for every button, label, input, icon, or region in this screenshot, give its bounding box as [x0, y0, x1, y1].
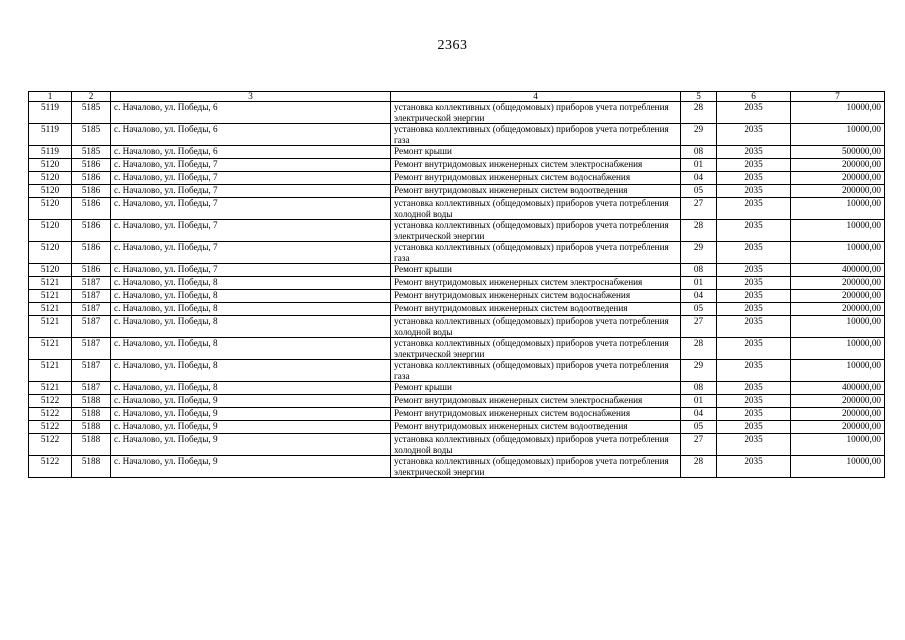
table-row	[29, 124, 885, 146]
year-cell: 2035	[717, 360, 791, 382]
work-code-cell: 28	[681, 220, 717, 242]
column-header: 5	[681, 92, 717, 102]
table-row	[29, 277, 885, 290]
work-code-cell: 05	[681, 303, 717, 316]
address-cell: с. Началово, ул. Победы, 8	[111, 316, 391, 338]
house-number-cell: 5186	[72, 198, 111, 220]
column-header: 2	[72, 92, 111, 102]
year-cell: 2035	[717, 408, 791, 421]
cost-cell: 200000,00	[791, 421, 885, 434]
address-cell: с. Началово, ул. Победы, 7	[111, 159, 391, 172]
year-cell: 2035	[717, 124, 791, 146]
house-number-cell: 5187	[72, 338, 111, 360]
work-type-cell: Ремонт внутридомовых инженерных систем электроснабжения	[391, 395, 681, 408]
address-cell: с. Началово, ул. Победы, 7	[111, 242, 391, 264]
house-number-cell: 5188	[72, 456, 111, 478]
table-row	[29, 172, 885, 185]
column-header: 4	[391, 92, 681, 102]
table-row	[29, 434, 885, 456]
address-cell: с. Началово, ул. Победы, 9	[111, 408, 391, 421]
work-type-cell: Ремонт крыши	[391, 146, 681, 159]
work-type-cell: Ремонт внутридомовых инженерных систем водоснабжения	[391, 172, 681, 185]
house-number-cell: 5188	[72, 421, 111, 434]
work-code-cell: 28	[681, 338, 717, 360]
work-type-cell: Ремонт внутридомовых инженерных систем водоотведения	[391, 303, 681, 316]
object-number-cell: 5120	[29, 185, 72, 198]
table-row	[29, 316, 885, 338]
work-code-cell: 29	[681, 124, 717, 146]
work-type-cell: установка коллективных (общедомовых) приборов учета потребления газа	[391, 360, 681, 382]
cost-cell: 10000,00	[791, 198, 885, 220]
work-code-cell: 08	[681, 146, 717, 159]
object-number-cell: 5120	[29, 198, 72, 220]
year-cell: 2035	[717, 434, 791, 456]
table-row	[29, 264, 885, 277]
object-number-cell: 5120	[29, 220, 72, 242]
work-type-cell: установка коллективных (общедомовых) приборов учета потребления электрической энергии	[391, 456, 681, 478]
object-number-cell: 5120	[29, 264, 72, 277]
house-number-cell: 5185	[72, 124, 111, 146]
year-cell: 2035	[717, 338, 791, 360]
object-number-cell: 5122	[29, 395, 72, 408]
work-type-cell: установка коллективных (общедомовых) приборов учета потребления холодной воды	[391, 434, 681, 456]
cost-cell: 400000,00	[791, 382, 885, 395]
work-code-cell: 27	[681, 316, 717, 338]
work-code-cell: 29	[681, 360, 717, 382]
object-number-cell: 5121	[29, 382, 72, 395]
year-cell: 2035	[717, 185, 791, 198]
object-number-cell: 5119	[29, 146, 72, 159]
year-cell: 2035	[717, 220, 791, 242]
work-code-cell: 08	[681, 382, 717, 395]
table-body	[29, 102, 885, 478]
cost-cell: 200000,00	[791, 277, 885, 290]
work-type-cell: установка коллективных (общедомовых) приборов учета потребления электрической энергии	[391, 220, 681, 242]
cost-cell: 10000,00	[791, 220, 885, 242]
work-code-cell: 04	[681, 408, 717, 421]
object-number-cell: 5121	[29, 290, 72, 303]
cost-cell: 200000,00	[791, 159, 885, 172]
object-number-cell: 5121	[29, 303, 72, 316]
table-row	[29, 159, 885, 172]
cost-cell: 10000,00	[791, 316, 885, 338]
work-code-cell: 27	[681, 198, 717, 220]
work-type-cell: Ремонт внутридомовых инженерных систем водоснабжения	[391, 408, 681, 421]
house-number-cell: 5186	[72, 242, 111, 264]
cost-cell: 10000,00	[791, 102, 885, 124]
address-cell: с. Началово, ул. Победы, 9	[111, 434, 391, 456]
work-type-cell: установка коллективных (общедомовых) приборов учета потребления газа	[391, 124, 681, 146]
work-code-cell: 01	[681, 159, 717, 172]
address-cell: с. Началово, ул. Победы, 8	[111, 338, 391, 360]
object-number-cell: 5119	[29, 102, 72, 124]
column-header: 3	[111, 92, 391, 102]
year-cell: 2035	[717, 303, 791, 316]
work-type-cell: Ремонт внутридомовых инженерных систем электроснабжения	[391, 159, 681, 172]
table-row	[29, 408, 885, 421]
column-header: 1	[29, 92, 72, 102]
table-row	[29, 421, 885, 434]
work-type-cell: установка коллективных (общедомовых) приборов учета потребления газа	[391, 242, 681, 264]
work-type-cell: Ремонт внутридомовых инженерных систем водоснабжения	[391, 290, 681, 303]
house-number-cell: 5186	[72, 185, 111, 198]
work-code-cell: 28	[681, 102, 717, 124]
cost-cell: 400000,00	[791, 264, 885, 277]
page-number: 2363	[437, 38, 468, 53]
object-number-cell: 5122	[29, 421, 72, 434]
work-code-cell: 29	[681, 242, 717, 264]
cost-cell: 10000,00	[791, 434, 885, 456]
house-number-cell: 5187	[72, 290, 111, 303]
year-cell: 2035	[717, 102, 791, 124]
cost-cell: 200000,00	[791, 290, 885, 303]
object-number-cell: 5120	[29, 159, 72, 172]
cost-cell: 200000,00	[791, 172, 885, 185]
house-number-cell: 5186	[72, 220, 111, 242]
table-row	[29, 198, 885, 220]
work-type-cell: Ремонт внутридомовых инженерных систем водоотведения	[391, 421, 681, 434]
cost-cell: 10000,00	[791, 360, 885, 382]
house-number-cell: 5186	[72, 159, 111, 172]
cost-cell: 10000,00	[791, 456, 885, 478]
house-number-cell: 5187	[72, 277, 111, 290]
house-number-cell: 5188	[72, 395, 111, 408]
work-code-cell: 27	[681, 434, 717, 456]
year-cell: 2035	[717, 198, 791, 220]
address-cell: с. Началово, ул. Победы, 7	[111, 220, 391, 242]
registry-table	[28, 91, 885, 478]
address-cell: с. Началово, ул. Победы, 8	[111, 360, 391, 382]
table-row	[29, 395, 885, 408]
year-cell: 2035	[717, 146, 791, 159]
address-cell: с. Началово, ул. Победы, 7	[111, 185, 391, 198]
year-cell: 2035	[717, 277, 791, 290]
column-number-row	[29, 92, 885, 102]
house-number-cell: 5187	[72, 316, 111, 338]
address-cell: с. Началово, ул. Победы, 8	[111, 303, 391, 316]
object-number-cell: 5122	[29, 456, 72, 478]
house-number-cell: 5185	[72, 102, 111, 124]
work-type-cell: установка коллективных (общедомовых) приборов учета потребления холодной воды	[391, 316, 681, 338]
work-code-cell: 01	[681, 395, 717, 408]
table-row	[29, 146, 885, 159]
work-type-cell: установка коллективных (общедомовых) приборов учета потребления электрической энергии	[391, 102, 681, 124]
column-header: 7	[791, 92, 885, 102]
work-code-cell: 05	[681, 185, 717, 198]
object-number-cell: 5121	[29, 360, 72, 382]
object-number-cell: 5121	[29, 277, 72, 290]
work-type-cell: установка коллективных (общедомовых) приборов учета потребления электрической энергии	[391, 338, 681, 360]
year-cell: 2035	[717, 242, 791, 264]
cost-cell: 200000,00	[791, 185, 885, 198]
object-number-cell: 5120	[29, 172, 72, 185]
address-cell: с. Началово, ул. Победы, 7	[111, 264, 391, 277]
year-cell: 2035	[717, 159, 791, 172]
house-number-cell: 5186	[72, 264, 111, 277]
year-cell: 2035	[717, 290, 791, 303]
table-row	[29, 290, 885, 303]
house-number-cell: 5187	[72, 360, 111, 382]
cost-cell: 10000,00	[791, 242, 885, 264]
address-cell: с. Началово, ул. Победы, 9	[111, 421, 391, 434]
year-cell: 2035	[717, 172, 791, 185]
work-type-cell: Ремонт внутридомовых инженерных систем электроснабжения	[391, 277, 681, 290]
table-row	[29, 456, 885, 478]
address-cell: с. Началово, ул. Победы, 9	[111, 395, 391, 408]
address-cell: с. Началово, ул. Победы, 6	[111, 102, 391, 124]
work-code-cell: 28	[681, 456, 717, 478]
table-row	[29, 185, 885, 198]
house-number-cell: 5188	[72, 408, 111, 421]
house-number-cell: 5187	[72, 303, 111, 316]
cost-cell: 200000,00	[791, 303, 885, 316]
cost-cell: 10000,00	[791, 124, 885, 146]
column-header: 6	[717, 92, 791, 102]
cost-cell: 500000,00	[791, 146, 885, 159]
address-cell: с. Началово, ул. Победы, 6	[111, 124, 391, 146]
object-number-cell: 5120	[29, 242, 72, 264]
house-number-cell: 5187	[72, 382, 111, 395]
year-cell: 2035	[717, 421, 791, 434]
address-cell: с. Началово, ул. Победы, 8	[111, 277, 391, 290]
table-row	[29, 102, 885, 124]
address-cell: с. Началово, ул. Победы, 7	[111, 172, 391, 185]
table-row	[29, 360, 885, 382]
work-code-cell: 01	[681, 277, 717, 290]
house-number-cell: 5186	[72, 172, 111, 185]
year-cell: 2035	[717, 456, 791, 478]
year-cell: 2035	[717, 316, 791, 338]
table-row	[29, 303, 885, 316]
table-row	[29, 338, 885, 360]
cost-cell: 200000,00	[791, 395, 885, 408]
object-number-cell: 5121	[29, 316, 72, 338]
year-cell: 2035	[717, 382, 791, 395]
house-number-cell: 5188	[72, 434, 111, 456]
address-cell: с. Началово, ул. Победы, 7	[111, 198, 391, 220]
work-code-cell: 08	[681, 264, 717, 277]
work-type-cell: установка коллективных (общедомовых) приборов учета потребления холодной воды	[391, 198, 681, 220]
object-number-cell: 5122	[29, 408, 72, 421]
work-type-cell: Ремонт крыши	[391, 382, 681, 395]
work-type-cell: Ремонт крыши	[391, 264, 681, 277]
object-number-cell: 5121	[29, 338, 72, 360]
object-number-cell: 5119	[29, 124, 72, 146]
work-type-cell: Ремонт внутридомовых инженерных систем водоотведения	[391, 185, 681, 198]
work-code-cell: 04	[681, 290, 717, 303]
address-cell: с. Началово, ул. Победы, 6	[111, 146, 391, 159]
table-row	[29, 220, 885, 242]
cost-cell: 200000,00	[791, 408, 885, 421]
table-row	[29, 382, 885, 395]
work-code-cell: 05	[681, 421, 717, 434]
work-code-cell: 04	[681, 172, 717, 185]
house-number-cell: 5185	[72, 146, 111, 159]
address-cell: с. Началово, ул. Победы, 9	[111, 456, 391, 478]
object-number-cell: 5122	[29, 434, 72, 456]
year-cell: 2035	[717, 264, 791, 277]
address-cell: с. Началово, ул. Победы, 8	[111, 382, 391, 395]
address-cell: с. Началово, ул. Победы, 8	[111, 290, 391, 303]
cost-cell: 10000,00	[791, 338, 885, 360]
year-cell: 2035	[717, 395, 791, 408]
table-row	[29, 242, 885, 264]
